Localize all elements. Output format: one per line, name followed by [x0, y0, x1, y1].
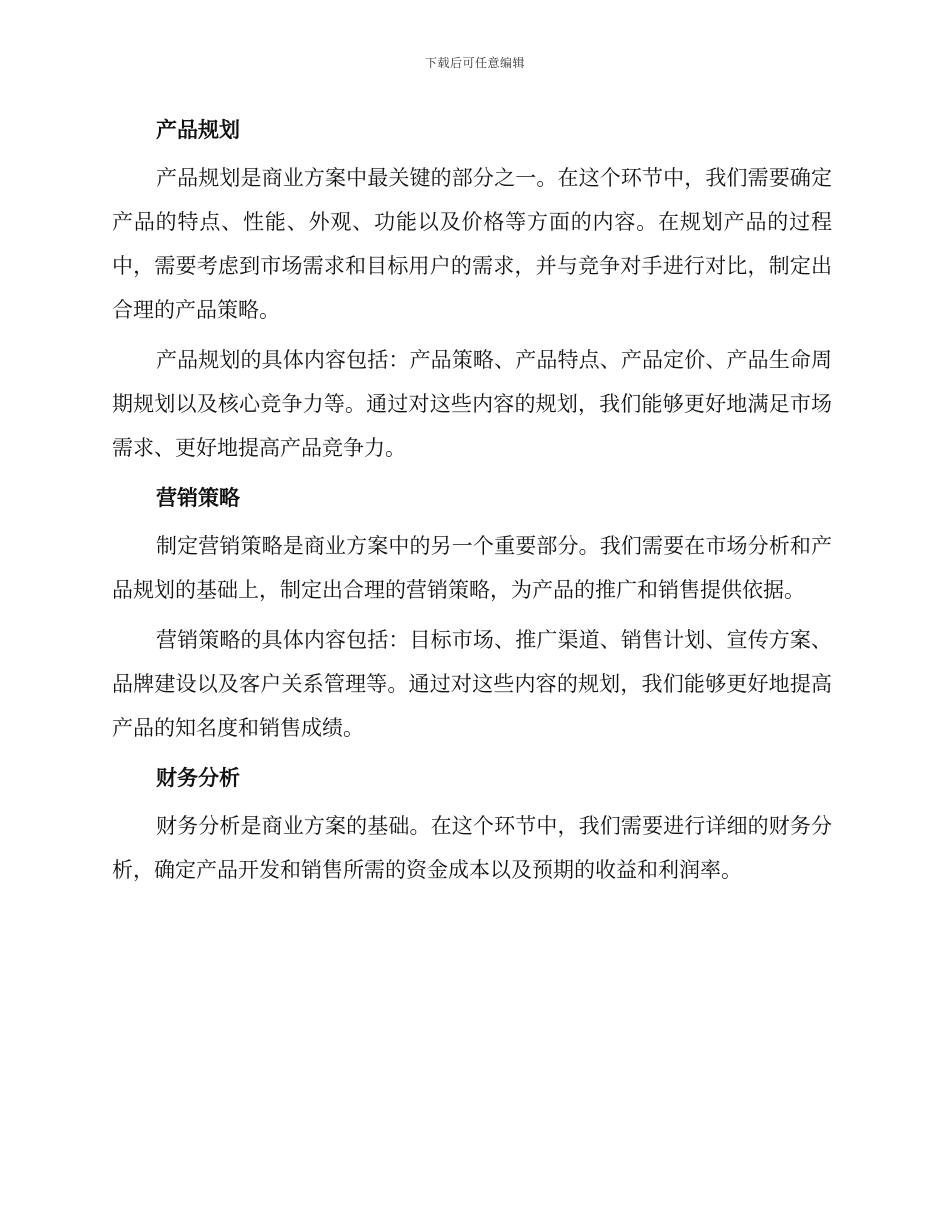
section-heading: 财务分析 [156, 766, 240, 790]
section-product-planning [112, 108, 832, 470]
section-financial-analysis [112, 756, 832, 892]
page-header-note: 下载后可任意编辑 [424, 56, 525, 70]
paragraph: 产品规划是商业方案中最关键的部分之一。在这个环节中，我们需要确定产品的特点、性能、外观、功能以及价格等方面的内容。在规划产品的过程中，需要考虑到市场需求和目标用户的需求，并与竞争对手进行对比，制定出合理的产品策略。 [112, 166, 832, 322]
section-marketing-strategy [112, 476, 832, 750]
document-body [112, 108, 832, 898]
paragraph: 财务分析是商业方案的基础。在这个环节中，我们需要进行详细的财务分析，确定产品开发和销售所需的资金成本以及预期的收益和利润率。 [112, 814, 832, 882]
section-heading: 产品规划 [156, 118, 240, 142]
paragraph: 产品规划的具体内容包括：产品策略、产品特点、产品定价、产品生命周期规划以及核心竞争力等。通过对这些内容的规划，我们能够更好地满足市场需求、更好地提高产品竞争力。 [112, 348, 832, 460]
paragraph: 营销策略的具体内容包括：目标市场、推广渠道、销售计划、宣传方案、品牌建设以及客户关系管理等。通过对这些内容的规划，我们能够更好地提高产品的知名度和销售成绩。 [112, 628, 832, 740]
paragraph: 制定营销策略是商业方案中的另一个重要部分。我们需要在市场分析和产品规划的基础上，制定出合理的营销策略，为产品的推广和销售提供依据。 [112, 534, 832, 602]
section-heading: 营销策略 [156, 486, 240, 510]
